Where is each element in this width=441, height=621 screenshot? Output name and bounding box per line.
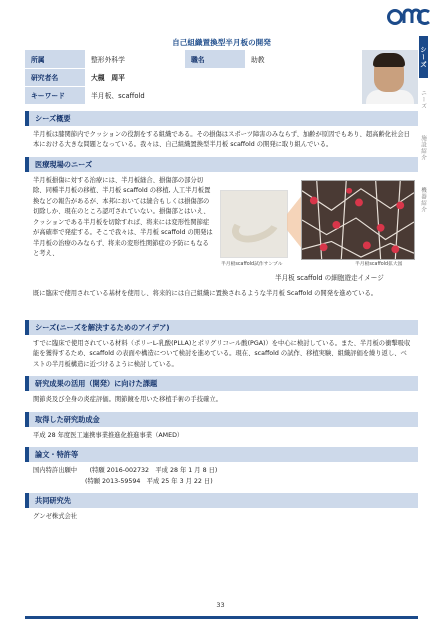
side-tab-equipment[interactable]: 機器紹介	[420, 186, 426, 214]
side-tab-seeds[interactable]: シーズ	[419, 36, 428, 78]
dept-value: 整形外科学	[85, 50, 185, 68]
patents-section	[25, 447, 418, 487]
page-number: 33	[216, 601, 225, 609]
figure-caption: 半月板 scaffold の細胞遊走イメージ	[275, 273, 384, 282]
side-tab-needs[interactable]: ニーズ	[420, 90, 426, 110]
researcher-photo	[362, 50, 418, 104]
needs-body-tail: 既に臨床で使用されている基材を使用し、将来的には自己組織に置換されるような半月板 Scaffold の開発を進めている。	[33, 289, 378, 297]
needs-section	[25, 157, 418, 314]
position-label: 職名	[185, 50, 245, 68]
keyword-label: キーワード	[25, 86, 85, 104]
scaffold-sample-caption: 半月板scaffold試作サンプル	[221, 261, 283, 267]
researcher-info-table	[25, 50, 418, 105]
position-value: 助教	[245, 50, 362, 68]
grants-body: 平成 28 年度医工連携事業推進化推進事業（AMED）	[33, 431, 184, 439]
document-page	[25, 36, 418, 523]
dept-label: 所属	[25, 50, 85, 68]
grants-heading: 取得した研究助成金	[25, 412, 418, 427]
idea-section	[25, 320, 418, 371]
patent-line-1: 国内特許出願中 (特願 2016-002732 平成 28 年 1 月 8 日)	[33, 467, 218, 474]
needs-body: 半月板損傷に対する治療には、半月板縫合、損傷部の部分切除、同種半月板の移植、半月板 scaffold の移植, 人工半月板置換などの報告があるが、本邦においては縫合もしくは損傷部の切除しか、現在のところ認可されていない。損傷部とはいえ、クッションである半月板を切除すれば、将来には変形性関節症が高確率で発症する。そこで我々は、半月板 scaffold の開発は半月板の治療のみならず、将来の変形性関節症の予防にもなると考え、	[33, 176, 213, 257]
applications-body: 関節炎及び全身の炎症評価。関節鏡を用いた移植手術の手技確立。	[33, 396, 222, 403]
collab-body: グンゼ株式会社	[33, 513, 78, 520]
bottom-rule	[25, 616, 418, 619]
idea-heading: シーズ(ニーズを解決するためのアイデア)	[25, 320, 418, 335]
idea-body: すでに臨床で使用されている材料（ポリーL-乳酸(PLLA)とポリグリコール酸(PGA)）を中心に検討している。また、半月板の衝撃吸収能を獲得するため、scaffold の表面や構造について検討を進めている。現在、scaffold の試作、移植実験、組織評価を繰り返し、ベストの半月板構造に近づけるように検討している。	[33, 339, 411, 368]
name-label: 研究者名	[25, 68, 85, 86]
needs-heading: 医療現場のニーズ	[25, 157, 418, 172]
grants-section	[25, 412, 418, 442]
page-title: 自己組織置換型半月板の開発	[172, 38, 271, 47]
keyword-value: 半月板、scaffold	[85, 86, 362, 104]
collab-section	[25, 493, 418, 523]
summary-body: 半月板は膝関節内でクッションの役割をする組織である。その損傷はスポーツ障害のみならず、加齢が原因でもあり、超高齢化社会日本における大きな問題となっている。我々は、自己組織置換型半月板 scaffold の開発に取り組んでいる。	[33, 130, 410, 148]
applications-section	[25, 376, 418, 406]
scaffold-micro-caption: 半月板scaffold拡大図	[355, 261, 403, 267]
side-tab-facilities[interactable]: 施設紹介	[420, 134, 426, 162]
patents-body	[25, 462, 418, 487]
side-tabs	[419, 36, 441, 226]
summary-section	[25, 111, 418, 151]
collab-heading: 共同研究先	[25, 493, 418, 508]
patents-heading: 論文・特許等	[25, 447, 418, 462]
name-value: 大槻 周平	[85, 68, 362, 86]
scaffold-sample-image	[220, 190, 288, 258]
summary-heading: シーズ概要	[25, 111, 418, 126]
patent-line-2: (特願 2013-59594 平成 25 年 3 月 22 日)	[85, 477, 213, 485]
scaffold-micro-image	[301, 180, 415, 260]
omc-logo	[387, 8, 431, 26]
applications-heading: 研究成果の活用（開発）に向けた課題	[25, 376, 418, 391]
